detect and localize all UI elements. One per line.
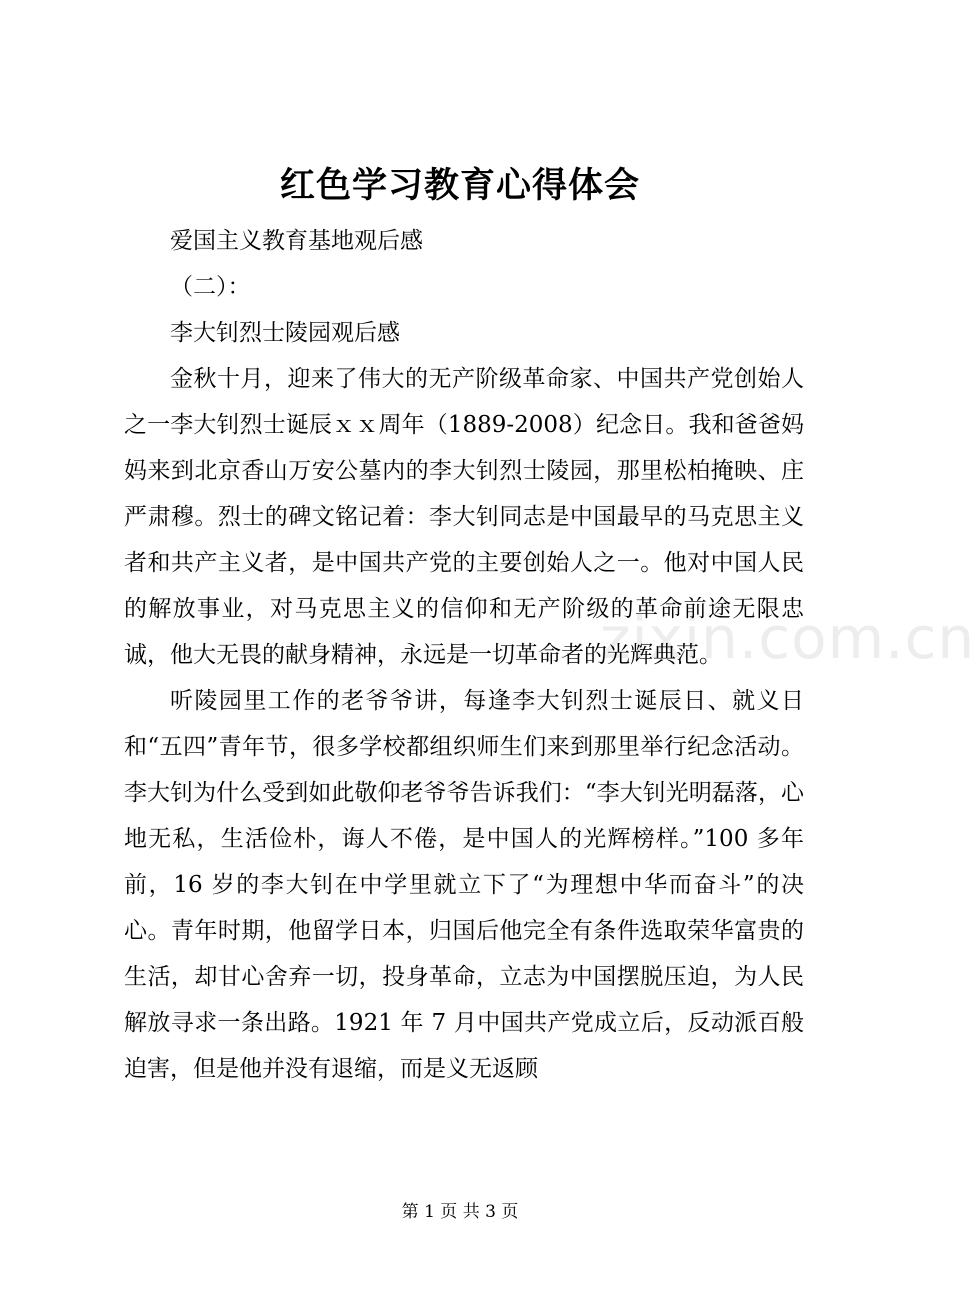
body-paragraph: 听陵园里工作的老爷爷讲，每逢李大钊烈士诞辰日、就义日和“五四”青年节，很多学校都组织师生们来到那里举行纪念活动。李大钊为什么受到如此敬仰老爷爷告诉我们：“李大钊光明磊落，心地无私，生活俭朴，诲人不倦，是中国人的光辉榜样。”100 多年前，16 岁的李大钊在中学里就立下了“为理想中华而奋斗”的决心。青年时期，他留学日本，归国后他完全有条件选取荣华富贵的生活，却甘心舍弃一切，投身革命，立志为中国摆脱压迫，为人民解放寻求一条出路。1921 年 7 月中国共产党成立后，反动派百般迫害，但是他并没有退缩，而是义无返顾 <box>124 688 804 1082</box>
document-body <box>124 218 804 1092</box>
watermark-text: zixin.com.cn <box>600 604 975 672</box>
body-paragraph: 金秋十月，迎来了伟大的无产阶级革命家、中国共产党创始人之一李大钊烈士诞辰ｘｘ周年（1889-2008）纪念日。我和爸爸妈妈来到北京香山万安公墓内的李大钊烈士陵园，那里松柏掩映、庄严肃穆。烈士的碑文铭记着：李大钊同志是中国最早的马克思主义者和共产主义者，是中国共产党的主要创始人之一。他对中国人民的解放事业，对马克思主义的信仰和无产阶级的革命前途无限忠诚，他大无畏的献身精神，永远是一切革命者的光辉典范。 <box>124 366 804 668</box>
subtitle-number: （二）： <box>170 274 251 300</box>
document-title: 红色学习教育心得体会 <box>279 165 640 206</box>
section-heading: 李大钊烈士陵园观后感 <box>170 320 400 346</box>
page-footer: 第 1 页 共 3 页 <box>401 1202 519 1222</box>
subtitle-line: 爱国主义教育基地观后感 <box>170 228 423 254</box>
